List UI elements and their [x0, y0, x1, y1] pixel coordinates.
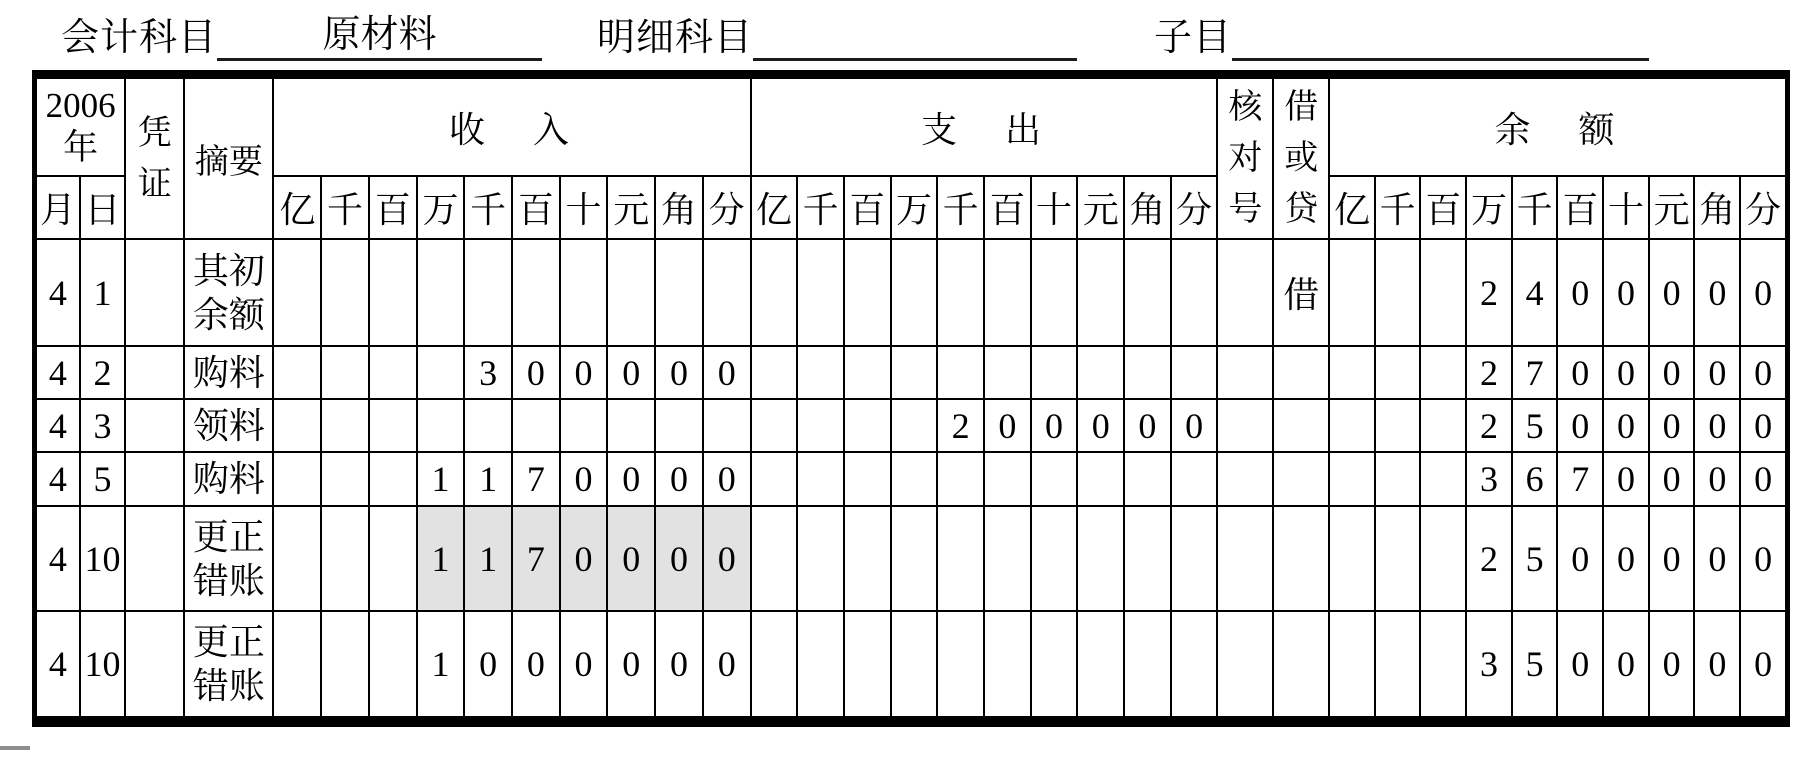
summary-cell — [184, 399, 273, 452]
month-cell: 4 — [36, 346, 80, 399]
income-digit-cell — [321, 611, 369, 717]
balance-digit-cell: 0 — [1557, 506, 1603, 611]
expense-digit-cell — [844, 452, 891, 506]
month-cell: 4 — [36, 399, 80, 452]
check-number-header-label: 核对号 — [1228, 89, 1263, 228]
balance-digit-cell: 7 — [1512, 346, 1558, 399]
balance-digit-cell — [1329, 346, 1375, 399]
expense-digit-cell — [891, 611, 938, 717]
income-digit-col-header: 元 — [607, 176, 655, 239]
month-cell: 4 — [36, 611, 80, 717]
summary-line: 其初 — [192, 250, 265, 291]
expense-digit-cell — [984, 239, 1031, 346]
expense-digit-cell — [751, 346, 798, 399]
expense-digit-cell — [797, 452, 844, 506]
income-digit-cell: 1 — [464, 452, 512, 506]
income-digit-cell — [273, 611, 321, 717]
year-value: 2006 — [45, 86, 116, 125]
expense-digit-cell — [751, 506, 798, 611]
income-digit-cell: 0 — [655, 452, 703, 506]
expense-digit-cell — [1124, 611, 1171, 717]
expense-digit-cell — [1171, 346, 1218, 399]
expense-digit-cell — [1077, 452, 1124, 506]
income-digit-cell: 1 — [417, 506, 465, 611]
check-number-cell — [1217, 239, 1273, 346]
income-digit-cell: 0 — [560, 506, 608, 611]
scan-artifact — [0, 746, 30, 750]
summary-cell — [184, 611, 273, 717]
income-digit-cell: 0 — [655, 506, 703, 611]
expense-digit-cell — [984, 611, 1031, 717]
balance-digit-col-header: 亿 — [1329, 176, 1375, 239]
income-digit-cell: 0 — [703, 452, 751, 506]
check-number-cell — [1217, 346, 1273, 399]
income-digit-cell — [369, 452, 417, 506]
income-digit-cell — [464, 239, 512, 346]
income-digit-cell — [607, 239, 655, 346]
expense-digit-cell — [1077, 239, 1124, 346]
balance-digit-cell: 0 — [1603, 346, 1649, 399]
income-digit-col-header: 百 — [512, 176, 560, 239]
balance-digit-cell — [1329, 452, 1375, 506]
income-digit-cell — [369, 611, 417, 717]
summary-line: 错账 — [192, 666, 265, 706]
year-suffix: 年 — [63, 128, 99, 167]
check-number-cell — [1217, 452, 1273, 506]
income-digit-cell: 0 — [655, 346, 703, 399]
income-digit-cell: 0 — [464, 611, 512, 717]
income-digit-col-header: 十 — [560, 176, 608, 239]
debit-or-credit-cell: 借 — [1273, 239, 1329, 346]
balance-digit-cell — [1420, 399, 1466, 452]
debit-or-credit-header — [1273, 78, 1329, 239]
expense-digit-cell — [797, 239, 844, 346]
income-digit-cell — [560, 399, 608, 452]
expense-digit-cell — [1171, 239, 1218, 346]
debit-or-credit-cell — [1273, 611, 1329, 717]
account-title-label: 会计科目 — [61, 17, 218, 59]
expense-digit-cell — [1124, 346, 1171, 399]
expense-digit-cell — [891, 399, 938, 452]
expense-digit-cell — [844, 399, 891, 452]
expense-digit-cell — [751, 239, 798, 346]
summary-cell — [184, 452, 273, 506]
income-digit-cell: 0 — [512, 611, 560, 717]
expense-digit-cell — [797, 611, 844, 717]
summary-line: 购料 — [192, 459, 265, 499]
expense-digit-cell — [844, 346, 891, 399]
day-cell: 3 — [80, 399, 126, 452]
day-cell: 10 — [80, 611, 126, 717]
expense-digit-cell — [891, 452, 938, 506]
expense-header: 支 出 — [751, 78, 1218, 176]
balance-digit-cell — [1375, 611, 1421, 717]
income-digit-cell: 0 — [607, 346, 655, 399]
balance-digit-cell: 2 — [1466, 346, 1512, 399]
check-number-cell — [1217, 399, 1273, 452]
expense-digit-cell: 0 — [984, 399, 1031, 452]
expense-digit-cell — [844, 506, 891, 611]
day-cell: 2 — [80, 346, 126, 399]
ledger-row — [36, 611, 1786, 717]
income-digit-cell: 7 — [512, 506, 560, 611]
voucher-header — [125, 78, 184, 239]
balance-digit-cell: 0 — [1603, 399, 1649, 452]
expense-digit-cell — [937, 239, 984, 346]
expense-digit-col-header: 千 — [937, 176, 984, 239]
expense-digit-cell — [751, 452, 798, 506]
expense-digit-cell — [797, 346, 844, 399]
expense-digit-cell — [797, 399, 844, 452]
summary-line: 错账 — [192, 560, 265, 601]
balance-digit-cell: 0 — [1694, 239, 1740, 346]
ledger-row — [36, 399, 1786, 452]
income-digit-col-header: 万 — [417, 176, 465, 239]
balance-digit-cell: 0 — [1557, 611, 1603, 717]
day-cell: 1 — [80, 239, 126, 346]
expense-digit-cell — [844, 239, 891, 346]
income-digit-cell — [560, 239, 608, 346]
income-digit-cell — [321, 399, 369, 452]
income-digit-cell — [417, 399, 465, 452]
summary-cell — [184, 346, 273, 399]
expense-digit-col-header: 角 — [1124, 176, 1171, 239]
balance-digit-cell: 0 — [1649, 611, 1695, 717]
expense-digit-cell — [1077, 506, 1124, 611]
income-digit-cell: 3 — [464, 346, 512, 399]
expense-digit-col-header: 百 — [984, 176, 1031, 239]
balance-digit-col-header: 万 — [1466, 176, 1512, 239]
balance-digit-cell — [1375, 239, 1421, 346]
balance-digit-cell — [1375, 506, 1421, 611]
balance-digit-cell: 0 — [1603, 452, 1649, 506]
income-digit-cell — [655, 239, 703, 346]
income-digit-cell: 0 — [560, 452, 608, 506]
summary-line: 购料 — [192, 352, 265, 393]
balance-digit-cell: 6 — [1512, 452, 1558, 506]
check-number-cell — [1217, 506, 1273, 611]
balance-digit-col-header: 分 — [1740, 176, 1786, 239]
expense-digit-cell — [1031, 506, 1078, 611]
income-digit-col-header: 千 — [464, 176, 512, 239]
income-digit-cell — [464, 399, 512, 452]
balance-digit-cell: 0 — [1740, 452, 1786, 506]
balance-digit-col-header: 十 — [1603, 176, 1649, 239]
income-digit-cell — [321, 506, 369, 611]
balance-digit-cell — [1375, 346, 1421, 399]
income-digit-cell — [273, 346, 321, 399]
balance-digit-cell: 4 — [1512, 239, 1558, 346]
expense-digit-cell — [1124, 452, 1171, 506]
balance-digit-cell — [1375, 399, 1421, 452]
balance-digit-cell: 7 — [1557, 452, 1603, 506]
balance-digit-cell — [1329, 399, 1375, 452]
expense-digit-cell: 2 — [937, 399, 984, 452]
income-digit-cell — [273, 506, 321, 611]
balance-digit-cell: 0 — [1603, 611, 1649, 717]
balance-digit-cell: 0 — [1740, 239, 1786, 346]
income-digit-cell — [273, 399, 321, 452]
month-cell: 4 — [36, 506, 80, 611]
income-digit-cell: 0 — [607, 611, 655, 717]
month-cell: 4 — [36, 452, 80, 506]
debit-or-credit-cell — [1273, 399, 1329, 452]
expense-digit-cell — [937, 346, 984, 399]
balance-digit-cell: 5 — [1512, 399, 1558, 452]
balance-digit-cell: 0 — [1649, 399, 1695, 452]
expense-digit-cell — [797, 506, 844, 611]
balance-digit-col-header: 千 — [1512, 176, 1558, 239]
expense-digit-cell — [937, 611, 984, 717]
voucher-cell — [125, 506, 184, 611]
debit-or-credit-header-label: 借或贷 — [1284, 89, 1319, 228]
balance-digit-cell — [1329, 506, 1375, 611]
income-digit-col-header: 百 — [369, 176, 417, 239]
income-digit-cell — [703, 399, 751, 452]
income-digit-cell — [321, 452, 369, 506]
expense-digit-col-header: 元 — [1077, 176, 1124, 239]
balance-digit-col-header: 百 — [1420, 176, 1466, 239]
income-digit-cell: 0 — [512, 346, 560, 399]
income-digit-col-header: 千 — [321, 176, 369, 239]
voucher-cell — [125, 346, 184, 399]
income-digit-cell — [321, 346, 369, 399]
income-header: 收 入 — [273, 78, 750, 176]
month-header: 月 — [36, 176, 80, 239]
balance-digit-cell: 5 — [1512, 611, 1558, 717]
balance-digit-cell: 3 — [1466, 452, 1512, 506]
income-digit-cell — [369, 399, 417, 452]
day-header: 日 — [80, 176, 126, 239]
balance-digit-cell — [1420, 239, 1466, 346]
expense-digit-cell — [751, 611, 798, 717]
expense-digit-cell — [984, 506, 1031, 611]
income-digit-cell — [512, 239, 560, 346]
ledger-row — [36, 239, 1786, 346]
balance-digit-col-header: 角 — [1694, 176, 1740, 239]
balance-digit-cell: 0 — [1694, 399, 1740, 452]
ledger-row — [36, 506, 1786, 611]
expense-digit-cell — [751, 399, 798, 452]
income-digit-cell — [273, 452, 321, 506]
balance-digit-cell — [1375, 452, 1421, 506]
balance-digit-cell — [1420, 611, 1466, 717]
balance-digit-cell: 0 — [1649, 346, 1695, 399]
income-digit-cell: 1 — [464, 506, 512, 611]
expense-digit-cell — [1031, 611, 1078, 717]
account-title-underline — [217, 12, 542, 61]
income-digit-cell: 0 — [703, 506, 751, 611]
form-header — [61, 12, 1649, 61]
voucher-cell — [125, 452, 184, 506]
expense-digit-col-header: 十 — [1031, 176, 1078, 239]
sub-item-label: 子目 — [1154, 17, 1233, 59]
expense-digit-cell — [1077, 346, 1124, 399]
income-digit-cell: 7 — [512, 452, 560, 506]
balance-digit-cell — [1420, 452, 1466, 506]
balance-digit-cell: 0 — [1694, 452, 1740, 506]
year-header-cell — [36, 78, 125, 176]
income-digit-cell: 1 — [417, 452, 465, 506]
balance-digit-cell: 0 — [1694, 611, 1740, 717]
income-digit-cell — [655, 399, 703, 452]
summary-header-label: 摘要 — [194, 144, 263, 181]
sub-item-underline — [1232, 12, 1649, 61]
expense-digit-cell — [1031, 346, 1078, 399]
balance-digit-cell: 0 — [1557, 239, 1603, 346]
voucher-cell — [125, 611, 184, 717]
income-digit-cell: 0 — [560, 346, 608, 399]
balance-digit-cell: 2 — [1466, 239, 1512, 346]
balance-digit-cell: 3 — [1466, 611, 1512, 717]
check-number-header — [1217, 78, 1273, 239]
expense-digit-cell — [891, 346, 938, 399]
expense-digit-cell — [937, 506, 984, 611]
expense-digit-col-header: 千 — [797, 176, 844, 239]
income-digit-cell: 0 — [655, 611, 703, 717]
income-digit-cell — [607, 399, 655, 452]
income-digit-cell: 0 — [607, 506, 655, 611]
check-number-cell — [1217, 611, 1273, 717]
voucher-header-label: 凭证 — [137, 114, 172, 203]
expense-digit-cell — [844, 611, 891, 717]
balance-digit-cell — [1329, 611, 1375, 717]
voucher-cell — [125, 239, 184, 346]
summary-line: 更正 — [192, 622, 265, 662]
balance-digit-cell: 0 — [1694, 506, 1740, 611]
balance-digit-cell: 0 — [1557, 346, 1603, 399]
balance-header: 余 额 — [1329, 78, 1786, 176]
month-cell: 4 — [36, 239, 80, 346]
summary-line: 领料 — [192, 405, 265, 446]
summary-line: 余额 — [192, 294, 265, 335]
balance-digit-cell: 0 — [1649, 506, 1695, 611]
balance-digit-col-header: 百 — [1557, 176, 1603, 239]
income-digit-cell: 1 — [417, 611, 465, 717]
balance-digit-cell: 0 — [1603, 506, 1649, 611]
ledger-row — [36, 452, 1786, 506]
detail-account-label: 明细科目 — [597, 17, 754, 59]
debit-or-credit-cell — [1273, 452, 1329, 506]
day-cell: 5 — [80, 452, 126, 506]
day-cell: 10 — [80, 506, 126, 611]
income-digit-col-header: 分 — [703, 176, 751, 239]
expense-digit-cell — [1124, 239, 1171, 346]
expense-digit-cell — [1171, 452, 1218, 506]
income-digit-cell: 0 — [560, 611, 608, 717]
expense-digit-cell — [1171, 506, 1218, 611]
income-digit-cell — [703, 239, 751, 346]
balance-digit-cell: 0 — [1740, 506, 1786, 611]
expense-digit-cell — [891, 506, 938, 611]
income-digit-cell — [369, 239, 417, 346]
income-digit-cell — [512, 399, 560, 452]
ledger-table — [35, 77, 1787, 718]
summary-line: 更正 — [192, 516, 265, 557]
expense-digit-cell — [984, 452, 1031, 506]
income-digit-cell: 0 — [703, 346, 751, 399]
income-digit-cell: 0 — [703, 611, 751, 717]
balance-digit-cell: 2 — [1466, 506, 1512, 611]
income-digit-cell — [417, 346, 465, 399]
expense-digit-cell — [1031, 452, 1078, 506]
balance-digit-col-header: 元 — [1649, 176, 1695, 239]
summary-cell — [184, 239, 273, 346]
expense-digit-col-header: 分 — [1171, 176, 1218, 239]
balance-digit-cell — [1420, 346, 1466, 399]
account-title-value: 原材料 — [322, 14, 437, 56]
balance-digit-cell — [1329, 239, 1375, 346]
ledger-row — [36, 346, 1786, 399]
summary-cell — [184, 506, 273, 611]
balance-digit-cell: 0 — [1603, 239, 1649, 346]
expense-digit-cell: 0 — [1031, 399, 1078, 452]
expense-digit-cell — [937, 452, 984, 506]
income-digit-cell — [273, 239, 321, 346]
expense-digit-cell — [891, 239, 938, 346]
expense-digit-col-header: 万 — [891, 176, 938, 239]
expense-digit-cell — [1031, 239, 1078, 346]
balance-digit-cell: 0 — [1740, 346, 1786, 399]
balance-digit-cell: 0 — [1740, 611, 1786, 717]
expense-digit-col-header: 百 — [844, 176, 891, 239]
balance-digit-cell: 0 — [1649, 452, 1695, 506]
income-digit-cell: 0 — [607, 452, 655, 506]
expense-digit-cell — [1171, 611, 1218, 717]
balance-digit-col-header: 千 — [1375, 176, 1421, 239]
detail-account-underline — [753, 12, 1077, 61]
income-digit-cell — [369, 346, 417, 399]
voucher-cell — [125, 399, 184, 452]
income-digit-cell — [369, 506, 417, 611]
expense-digit-cell — [1124, 506, 1171, 611]
balance-digit-cell: 0 — [1740, 399, 1786, 452]
debit-or-credit-cell — [1273, 506, 1329, 611]
summary-header — [184, 78, 273, 239]
expense-digit-cell: 0 — [1171, 399, 1218, 452]
expense-digit-cell — [1077, 611, 1124, 717]
balance-digit-cell: 2 — [1466, 399, 1512, 452]
income-digit-col-header: 亿 — [273, 176, 321, 239]
balance-digit-cell: 5 — [1512, 506, 1558, 611]
ledger-table-frame — [32, 70, 1790, 727]
expense-digit-cell — [984, 346, 1031, 399]
expense-digit-cell: 0 — [1077, 399, 1124, 452]
income-digit-cell — [417, 239, 465, 346]
balance-digit-cell: 0 — [1694, 346, 1740, 399]
balance-digit-cell: 0 — [1557, 399, 1603, 452]
income-digit-col-header: 角 — [655, 176, 703, 239]
balance-digit-cell — [1420, 506, 1466, 611]
debit-or-credit-cell — [1273, 346, 1329, 399]
expense-digit-col-header: 亿 — [751, 176, 798, 239]
income-digit-cell — [321, 239, 369, 346]
balance-digit-cell: 0 — [1649, 239, 1695, 346]
expense-digit-cell: 0 — [1124, 399, 1171, 452]
